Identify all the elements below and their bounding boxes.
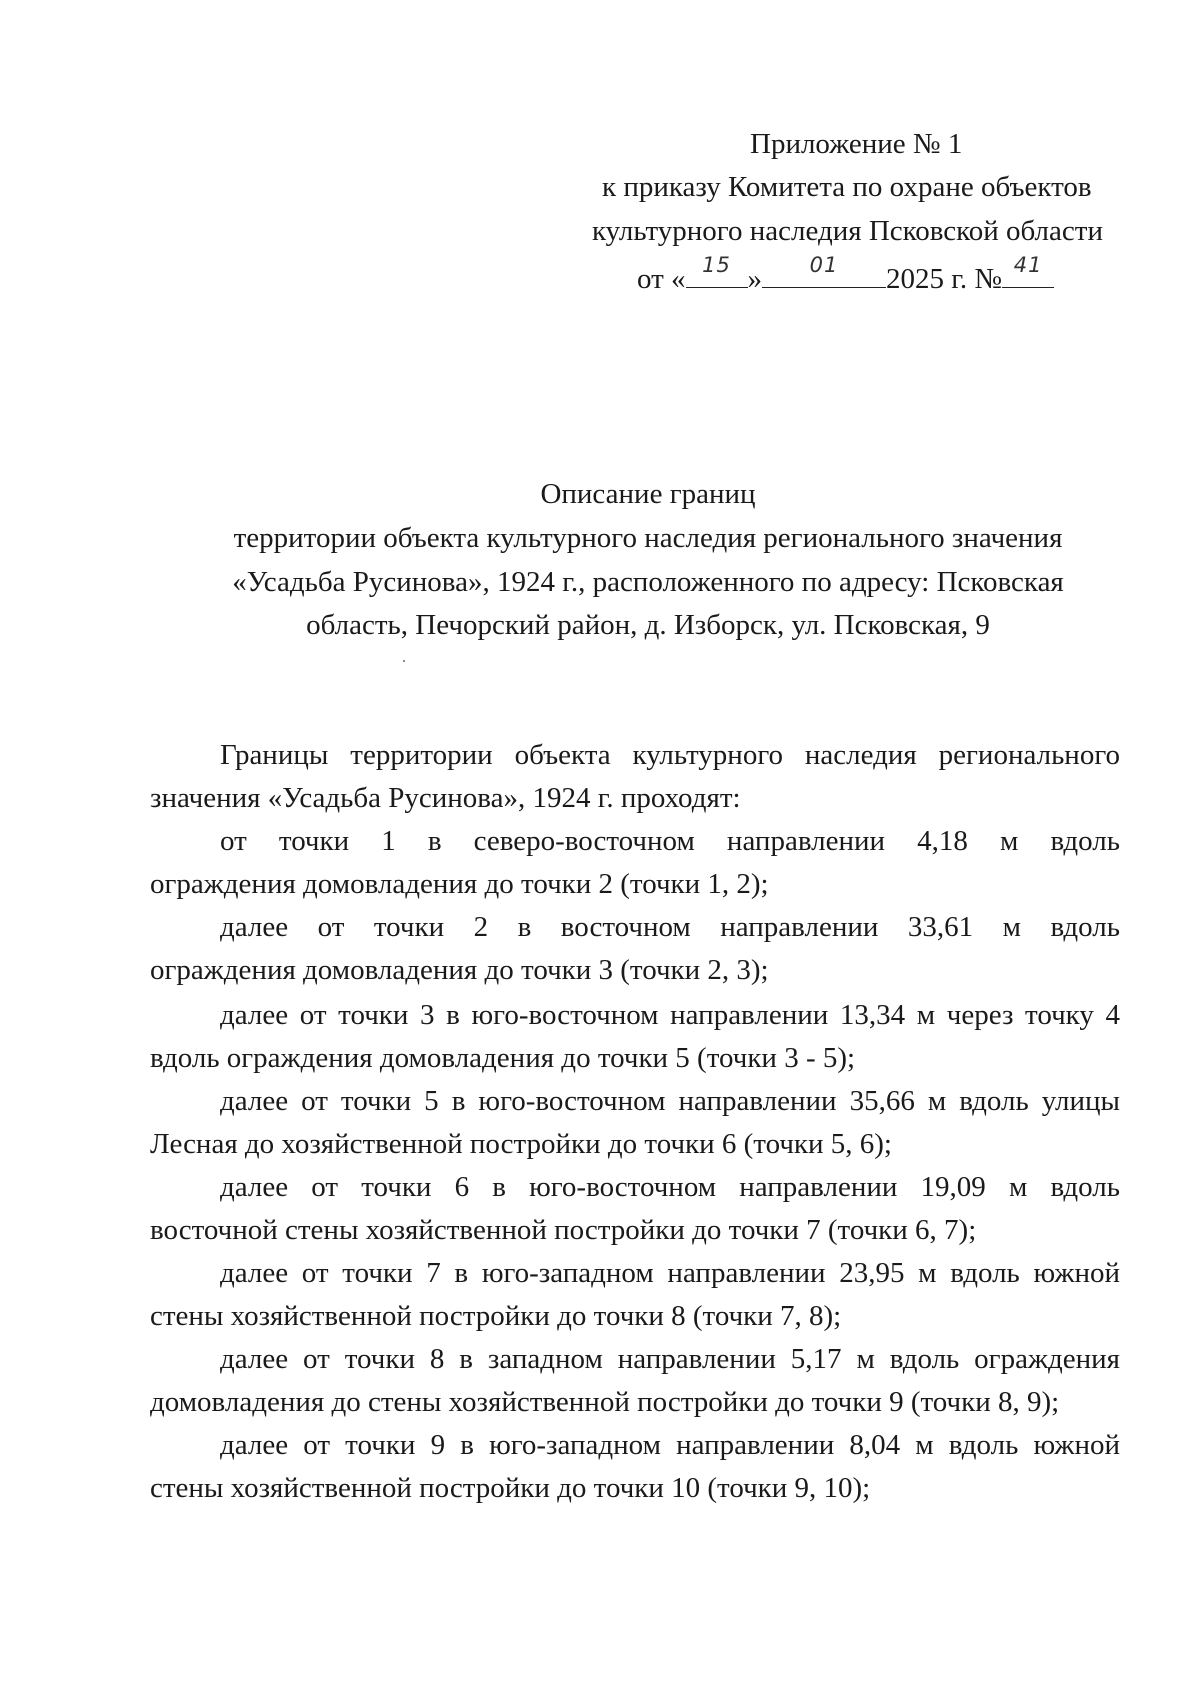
date-prefix: от « — [637, 263, 686, 295]
date-mid: » — [747, 263, 763, 295]
paragraph-first-line: от точки 1 в северо-восточном направлении 4,18 м вдоль — [220, 825, 1120, 857]
appendix-title: Приложение № 1 — [750, 128, 963, 160]
paragraph-segment — [150, 1424, 1120, 1510]
appendix-order-line: к приказу Комитета по охране объектов — [602, 171, 1092, 203]
paragraph-first-line: далее от точки 2 в восточном направлении 33,61 м вдоль — [220, 911, 1120, 943]
year-text: 2025 г. № — [886, 263, 1003, 295]
paragraph-rest: ограждения домовладения до точки 2 (точки 1, 2); — [150, 868, 769, 900]
paragraph-segment — [150, 1252, 1120, 1338]
title-line-2: территории объекта культурного наследия регионального значения — [233, 522, 1063, 554]
paragraph-first-line: далее от точки 7 в юго-западном направлении 23,95 м вдоль южной — [220, 1257, 1120, 1289]
paragraph-segment — [150, 820, 1120, 906]
title-line-4: область, Печорский район, д. Изборск, ул. Псковская, 9 — [306, 609, 990, 641]
document-title: Описание границ — [540, 478, 756, 510]
paragraph-first-line: Границы территории объекта культурного наследия регионального — [220, 739, 1120, 771]
paragraph-first-line: далее от точки 5 в юго-восточном направлении 35,66 м вдоль улицы — [220, 1085, 1120, 1117]
paragraph-segment — [150, 1338, 1120, 1424]
day-field — [686, 253, 748, 288]
scan-speck — [403, 660, 405, 662]
paragraph-rest: ограждения домовладения до точки 3 (точки 2, 3); — [150, 954, 769, 986]
paragraph-rest: стены хозяйственной постройки до точки 10 (точки 9, 10); — [150, 1472, 871, 1504]
paragraph-segment — [150, 1080, 1120, 1166]
paragraph-intro — [150, 734, 1120, 820]
number-field — [1002, 253, 1054, 288]
appendix-committee-line: культурного наследия Псковской области — [592, 215, 1103, 247]
paragraph-rest: значения «Усадьба Русинова», 1924 г. проходят: — [150, 782, 741, 814]
paragraph-first-line: далее от точки 9 в юго-западном направлении 8,04 м вдоль южной — [220, 1429, 1120, 1461]
number-handwritten: 41 — [1013, 253, 1043, 277]
paragraph-rest: вдоль ограждения домовладения до точки 5 (точки 3 - 5); — [150, 1042, 856, 1074]
paragraph-first-line: далее от точки 8 в западном направлении 5,17 м вдоль ограждения — [220, 1343, 1120, 1375]
paragraph-segment — [150, 906, 1120, 992]
title-line-3: «Усадьба Русинова», 1924 г., расположенного по адресу: Псковская — [232, 566, 1064, 598]
paragraph-first-line: далее от точки 3 в юго-восточном направлении 13,34 м через точку 4 — [220, 999, 1120, 1031]
paragraph-rest: стены хозяйственной постройки до точки 8 (точки 7, 8); — [150, 1300, 842, 1332]
paragraph-rest: домовладения до стены хозяйственной постройки до точки 9 (точки 8, 9); — [150, 1386, 1060, 1418]
paragraph-rest: восточной стены хозяйственной постройки до точки 7 (точки 6, 7); — [150, 1214, 977, 1246]
paragraph-segment — [150, 1166, 1120, 1252]
month-handwritten: 01 — [809, 253, 839, 277]
appendix-date-line — [637, 253, 1054, 296]
paragraph-rest: Лесная до хозяйственной постройки до точки 6 (точки 5, 6); — [150, 1128, 892, 1160]
month-field — [762, 253, 886, 288]
paragraph-first-line: далее от точки 6 в юго-восточном направлении 19,09 м вдоль — [220, 1171, 1120, 1203]
paragraph-segment — [150, 994, 1120, 1080]
day-handwritten: 15 — [702, 253, 731, 277]
